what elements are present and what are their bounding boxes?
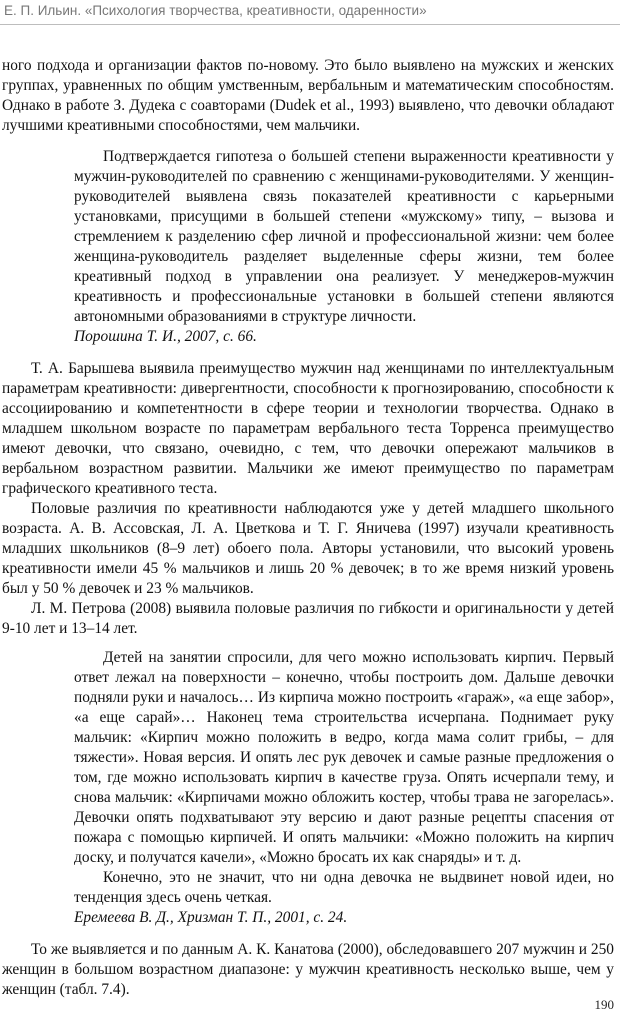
- header-divider: [0, 24, 620, 25]
- paragraph-continuation: ного подхода и организации фактов по-новому. Это было выявлено на мужских и женских группах, уравненных по общим умственным, вербальным и математическим способностям. Однако в работе З. Дудека с соавторами (Dudek et al., 1993) выявлено, что девочки обладают лучшими креативными способностями, чем мальчики.: [2, 57, 614, 134]
- quote-text: Детей на занятии спросили, для чего можно использовать кирпич. Первый ответ лежал на поверхности – конечно, чтобы построить дом. Дальше девочки подняли руки и началось… Из кирпича можно построить «гараж», «а еще забор», «а еще сарай»… Наконец тема строительства исчерпана. Поднимает руку мальчик: «Кирпич можно положить в ведро, когда мама солит грибы, – для тяжести». Новая версия. И опять лес рук девочек и самые разные предложения о том, где можно использовать кирпич в качестве груза. Опять исчерпали тему, и снова мальчик: «Кирпичами можно обложить костер, чтобы трава не загорелась». Девочки опять подхватывают эту версию и дают разные рецепты спасения от пожара с помощью кирпичей. И опять мальчики: «Можно положить на кирпич доску, и получатся качели», «Можно бросать их как снаряды» и т. д.: [74, 649, 614, 866]
- running-head: Е. П. Ильин. «Психология творчества, креативности, одаренности»: [4, 3, 427, 18]
- page-body: [2, 56, 614, 1000]
- quote-citation: Еремеева В. Д., Хризман Т. П., 2001, с. 24.: [74, 909, 348, 926]
- quote-text: Подтверждается гипотеза о большей степени выраженности креативности у мужчин-руководителей по сравнению с женщинами-руководителями. У женщин-руководителей выявлена связь показателей креативности с карьерными установками, присущими в большей степени «мужскому» типу, – вызова и стремлением к разделению сфер личной и профессиональной жизни: чем более женщина-руководитель разделяет выделенные сферы жизни, тем более креативный подход в управлении она реализует. У менеджеров-мужчин креативность и профессиональные установки в большей степени являются автономными образованиями в структуре личности.: [74, 148, 614, 325]
- quote-text-conclusion: Конечно, это не значит, что ни одна девочка не выдвинет новой идеи, но тенденция здесь очень четкая.: [74, 869, 614, 906]
- paragraph-barysheva: Т. А. Барышева выявила преимущество мужчин над женщинами по интеллектуальным параметрам креативности: дивергентности, способности к прогнозированию, способности к ассоциированию и компетентности в сфере теории и технологии творчества. Однако в младшем школьном возрасте по параметрам вербального теста Торренса преимущество имеют девочки, что связано, очевидно, с тем, что девочки опережают мальчиков в вербальном возрастном развитии. Мальчики же имеют преимущество по параметрам графического креативного теста.: [2, 360, 614, 497]
- paragraph-kanatov: То же выявляется и по данным А. К. Канатова (2000), обследовавшего 207 мужчин и 250 женщин в большом возрастном диапазоне: у мужчин креативность несколько выше, чем у женщин (табл. 7.4).: [2, 941, 614, 998]
- quote-citation: Порошина Т. И., 2007, с. 66.: [74, 328, 257, 345]
- page-number: 190: [594, 997, 614, 1012]
- quote-block-eremeeva: [74, 648, 614, 928]
- paragraph-petrova: Л. М. Петрова (2008) выявила половые различия по гибкости и оригинальности у детей 9-10 лет и 13–14 лет.: [2, 600, 614, 637]
- paragraph-sex-differences: Половые различия по креативности наблюдаются уже у детей младшего школьного возраста. А. В. Ассовская, Л. А. Цветкова и Т. Г. Яничева (1997) изучали креативность младших школьников (8–9 лет) обоего пола. Авторы установили, что высокий уровень креативности имели 45 % мальчиков и лишь 20 % девочек; в то же время низкий уровень был у 50 % девочек и 23 % мальчиков.: [2, 500, 614, 597]
- quote-block-poroshina: [74, 147, 614, 347]
